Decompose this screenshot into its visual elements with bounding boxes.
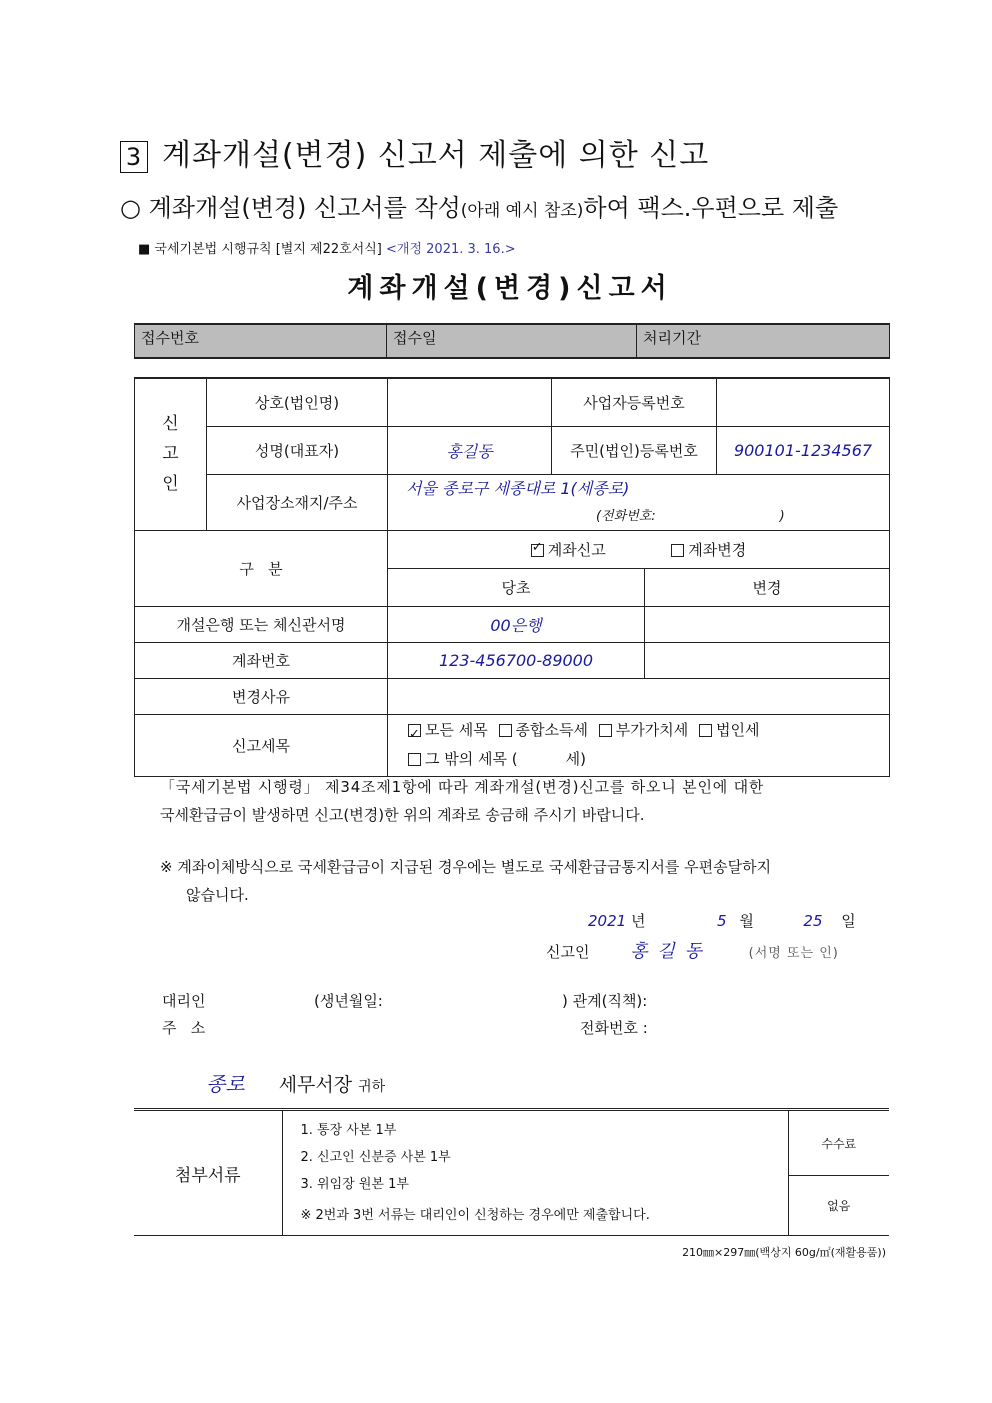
date-month[interactable]: 5 <box>717 912 727 930</box>
sub-heading-text-a: 계좌개설(변경) 신고서를 작성 <box>148 194 461 222</box>
agent-birth-label: (생년월일: <box>314 992 383 1010</box>
sub-heading-text-b: 하여 팩스.우편으로 제출 <box>583 194 839 222</box>
date-day-unit: 일 <box>841 912 856 930</box>
agent-address-label: 주 소 <box>162 1019 206 1037</box>
other-tax-label: 그 밖의 세목 ( <box>425 750 518 768</box>
section-heading <box>120 130 709 174</box>
date-year-unit: 년 <box>630 912 646 930</box>
fee-value: 없음 <box>788 1176 889 1236</box>
income-tax-label: 종합소득세 <box>515 721 588 739</box>
tax-office-title: 세무서장 <box>278 1074 353 1096</box>
income-tax-checkbox[interactable] <box>499 724 512 737</box>
bizno-field[interactable] <box>717 378 890 426</box>
legal-basis-text: ■ 국세기본법 시행규칙 [별지 제22호서식] <box>138 242 382 257</box>
legal-basis <box>138 238 516 257</box>
bank-changed-field[interactable] <box>645 606 890 642</box>
tax-office-line <box>206 1068 385 1097</box>
corp-tax-checkbox[interactable] <box>699 724 712 737</box>
bullet-icon: ○ <box>120 194 141 222</box>
company-field[interactable] <box>388 378 552 426</box>
date-month-unit: 월 <box>739 912 754 930</box>
main-form-table <box>134 377 890 777</box>
agent-relation-label: ) 관계(직책): <box>562 992 648 1010</box>
section-title: 계좌개설(변경) 신고서 제출에 의한 신고 <box>162 138 710 173</box>
corp-tax-label: 법인세 <box>715 721 760 739</box>
vat-label: 부가가치세 <box>615 721 689 739</box>
account-report-label: 계좌신고 <box>547 540 606 559</box>
attachment-note: ※ 2번과 3번 서류는 대리인이 신청하는 경우에만 제출합니다. <box>300 1208 650 1223</box>
note-line-2: 않습니다. <box>186 886 249 904</box>
bank-label: 개설은행 또는 체신관서명 <box>135 606 388 642</box>
sub-heading <box>120 188 838 223</box>
name-label: 성명(대표자) <box>207 426 388 474</box>
account-change-label: 계좌변경 <box>688 540 747 559</box>
attachment-item-2: 2. 신고인 신분증 사본 1부 <box>300 1150 451 1165</box>
category-options <box>388 530 890 568</box>
signer-name[interactable]: 홍 길 동 <box>630 941 704 962</box>
fee-label: 수수료 <box>788 1110 889 1176</box>
receipt-table <box>134 323 890 359</box>
tax-items-label: 신고세목 <box>135 714 388 776</box>
declaration-line-1: 「국세기본법 시행령」 제34조제1항에 따라 계좌개설(변경)신고를 하오니 본인에 대한 <box>160 778 765 796</box>
tax-office-suffix: 귀하 <box>358 1079 386 1095</box>
agent-label: 대리인 <box>162 992 206 1010</box>
other-tax-checkbox[interactable] <box>408 753 421 766</box>
all-tax-label: 모든 세목 <box>425 721 488 739</box>
date-year[interactable]: 2021 <box>588 912 627 930</box>
account-changed-field[interactable] <box>645 642 890 678</box>
vat-checkbox[interactable] <box>599 724 612 737</box>
revision-date: <개정 2021. 3. 16.> <box>386 242 516 257</box>
date-day[interactable]: 25 <box>803 912 823 930</box>
reason-field[interactable] <box>388 678 890 714</box>
original-column-label: 당초 <box>388 568 645 606</box>
tax-items-options <box>388 714 890 776</box>
sign-note: (서명 또는 인) <box>748 946 839 961</box>
attachments-label: 첨부서류 <box>134 1110 282 1236</box>
idno-label: 주민(법인)등록번호 <box>552 426 717 474</box>
bank-original-field[interactable]: 00은행 <box>388 606 645 642</box>
attachment-item-1: 1. 통장 사본 1부 <box>300 1123 397 1138</box>
declaration-line-2: 국세환급금이 발생하면 신고(변경)한 위의 계좌로 송금해 주시기 바랍니다. <box>160 806 645 824</box>
attachments-table <box>134 1108 889 1236</box>
paper-spec: 210㎜×297㎜(백상지 60g/㎡(재활용품)) <box>682 1246 886 1259</box>
tax-office-name[interactable]: 종로 <box>206 1072 245 1096</box>
date-line <box>588 910 856 931</box>
account-label: 계좌번호 <box>135 642 388 678</box>
attachment-item-3: 3. 위임장 원본 1부 <box>300 1177 409 1192</box>
bizno-label: 사업자등록번호 <box>552 378 717 426</box>
signer-label: 신고인 <box>546 943 590 961</box>
all-tax-checkbox[interactable] <box>408 724 421 737</box>
company-label: 상호(법인명) <box>207 378 388 426</box>
other-tax-suffix: 세) <box>565 750 586 768</box>
agent-phone-label: 전화번호 : <box>580 1019 648 1037</box>
sub-heading-note: (아래 예시 참조) <box>460 201 584 221</box>
address-value: 서울 종로구 세종대로 1(세종로) <box>406 479 630 498</box>
section-number: 3 <box>120 141 148 173</box>
form-title: 계좌개설(변경)신고서 <box>347 273 673 304</box>
account-original-field[interactable]: 123-456700-89000 <box>388 642 645 678</box>
name-field[interactable]: 홍길동 <box>388 426 552 474</box>
idno-field[interactable]: 900101-1234567 <box>717 426 890 474</box>
phone-value: (전화번호: ) <box>596 509 785 524</box>
note-line-1: ※ 계좌이체방식으로 국세환급금이 지급된 경우에는 별도로 국세환급금통지서를 우편송달하지 <box>160 858 772 876</box>
address-label: 사업장소재지/주소 <box>207 474 388 530</box>
reporter-group-label: 신 고 인 <box>135 378 207 530</box>
signer-line <box>546 937 839 963</box>
receipt-date-label: 접수일 <box>387 324 637 358</box>
account-change-checkbox[interactable] <box>671 544 684 557</box>
processing-period-label: 처리기간 <box>637 324 890 358</box>
category-label: 구 분 <box>135 530 388 606</box>
address-field[interactable] <box>388 474 890 530</box>
attachments-list <box>282 1110 788 1236</box>
reason-label: 변경사유 <box>135 678 388 714</box>
account-report-checkbox[interactable] <box>531 544 544 557</box>
changed-column-label: 변경 <box>645 568 890 606</box>
receipt-number-label: 접수번호 <box>135 324 387 358</box>
